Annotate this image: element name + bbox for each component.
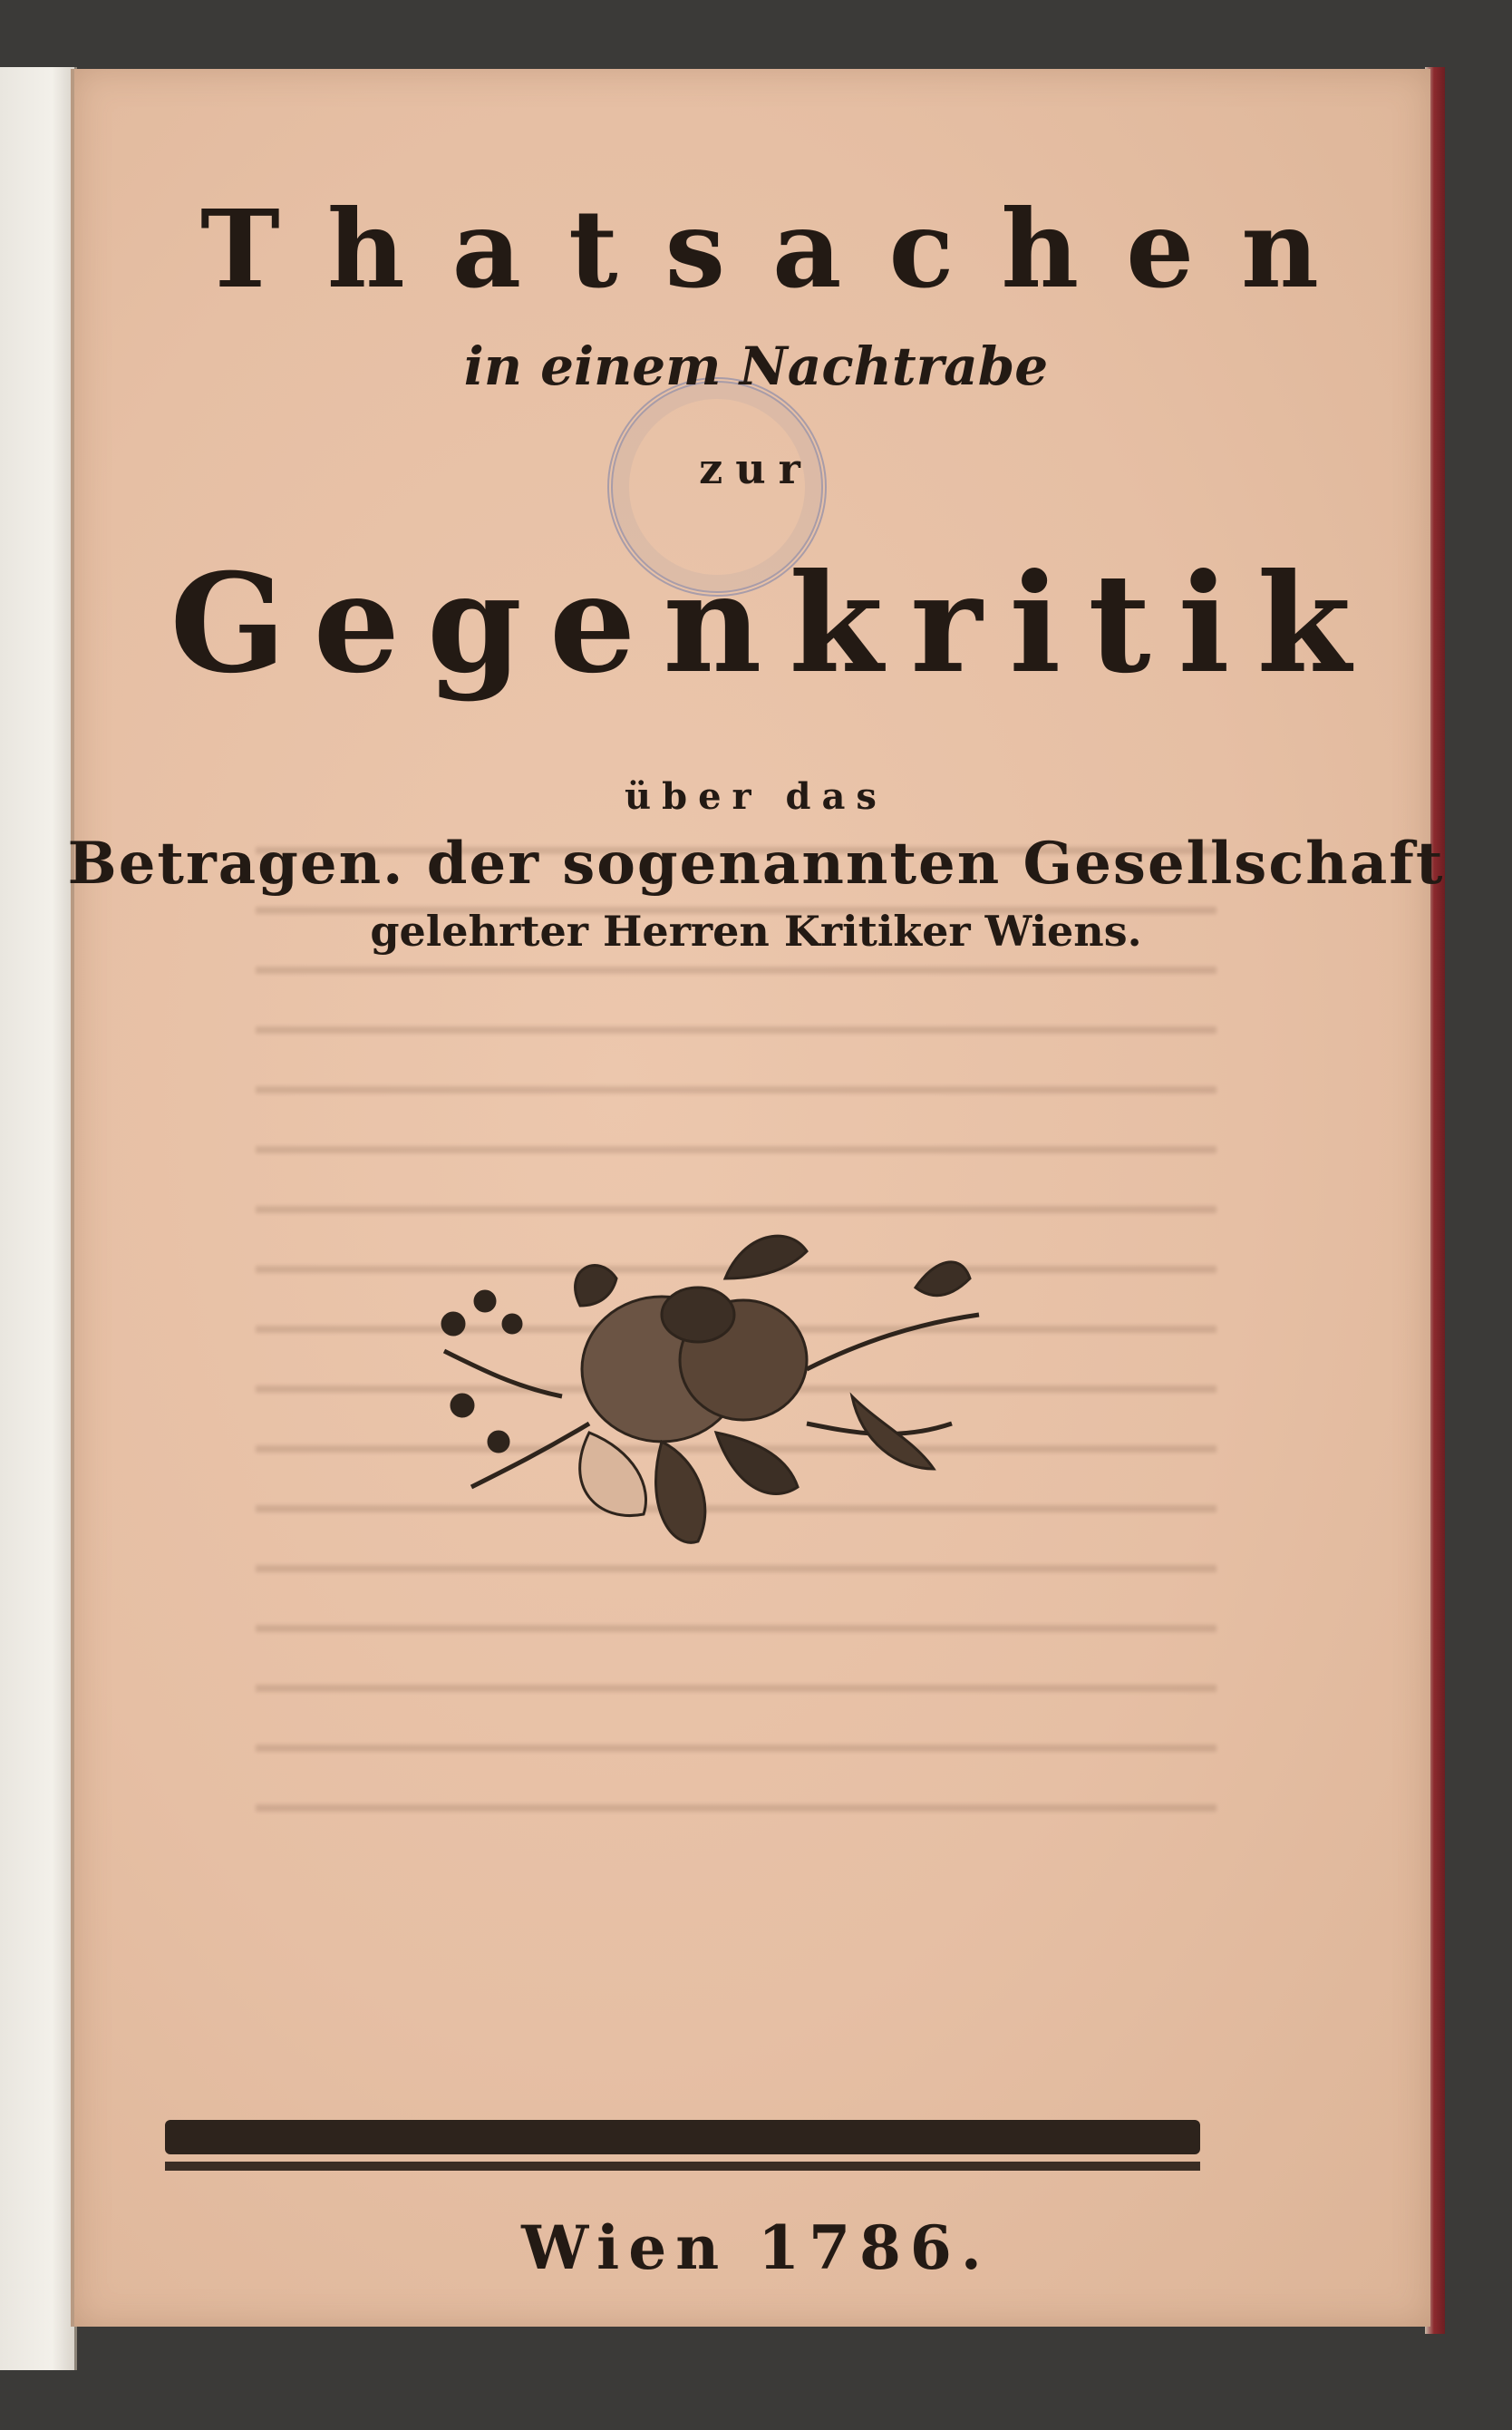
title-page bbox=[71, 69, 1430, 2327]
subtitle-line-2: zur bbox=[699, 444, 813, 493]
subtitle-line-1: in einem Nachtrabe bbox=[463, 335, 1049, 397]
decorative-rule-thick bbox=[165, 2120, 1200, 2154]
main-heading: Gegenkritik bbox=[170, 544, 1379, 704]
facing-page-edge bbox=[0, 67, 77, 2370]
subtitle-line-5: gelehrter Herren Kritiker Wiens. bbox=[370, 907, 1142, 956]
page-title: Thatsachen bbox=[200, 186, 1366, 312]
subtitle-line-3: über das bbox=[625, 775, 887, 818]
fruit-and-foliage-vignette-icon bbox=[426, 1215, 1006, 1560]
decorative-rule-thin bbox=[165, 2162, 1200, 2171]
subtitle-line-4: Betragen. der sogenannten Gesellschaft bbox=[67, 830, 1445, 898]
imprint-place-date: Wien 1786. bbox=[521, 2212, 991, 2283]
